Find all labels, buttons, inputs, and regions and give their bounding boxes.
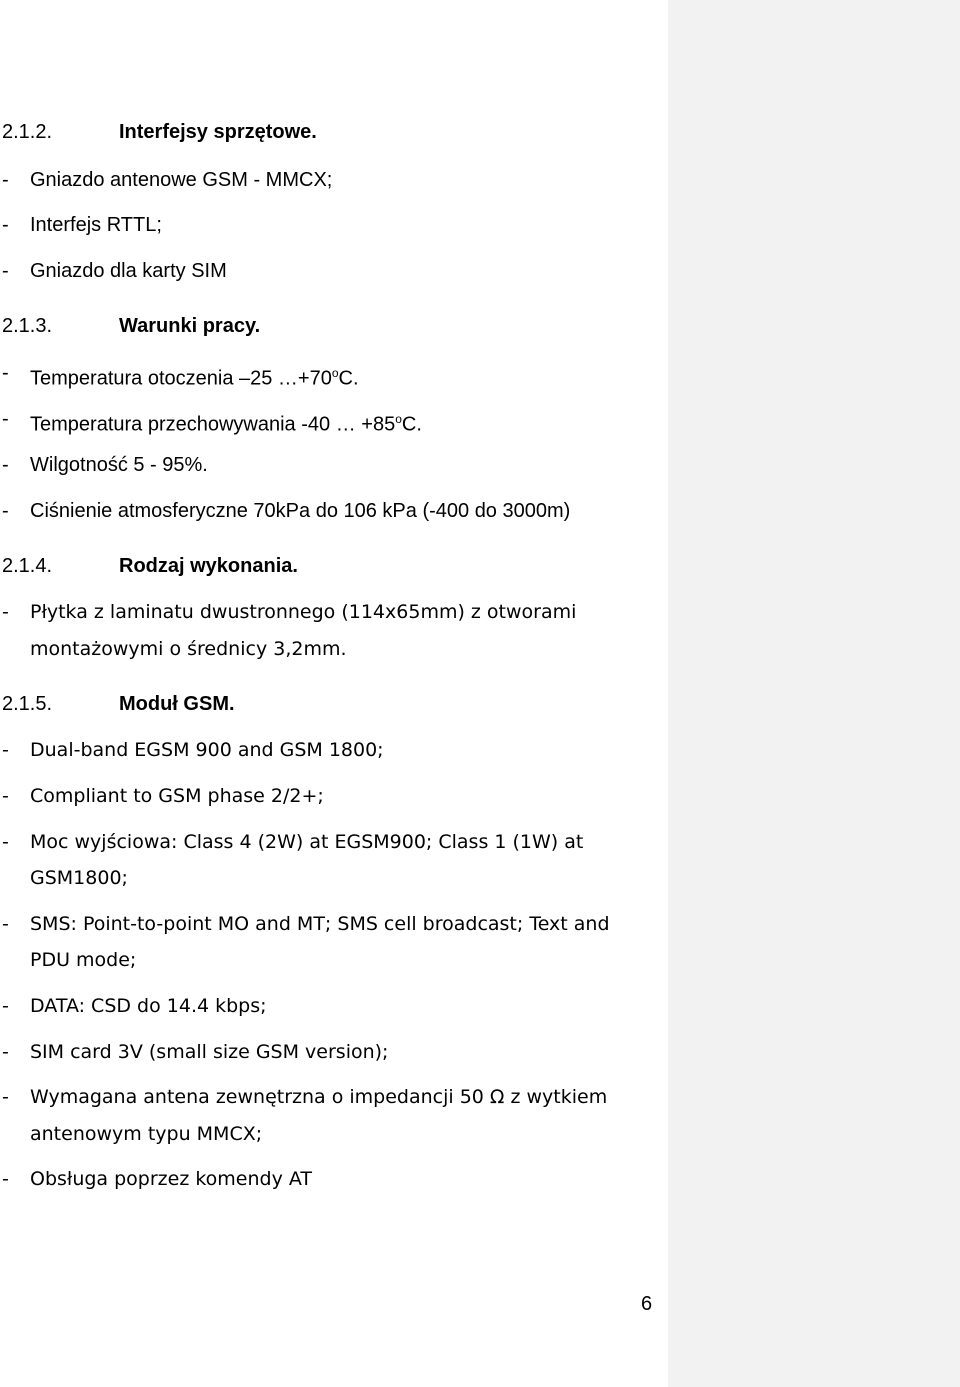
list-item-text: Moc wyjściowa: Class 4 (2W) at EGSM900; Class 1 (1W) at <box>30 831 584 853</box>
list-item-text: Ciśnienie atmosferyczne 70kPa do 106 kPa (-400 do 3000m) <box>30 500 571 522</box>
list-dash: - <box>2 1168 9 1190</box>
list-item-text: Interfejs RTTL; <box>30 214 162 236</box>
section-title: Warunki pracy. <box>119 315 261 337</box>
section-number: 2.1.2. <box>2 121 53 143</box>
list-item-text: GSM1800; <box>30 867 128 889</box>
list-item-text: montażowymi o średnicy 3,2mm. <box>30 638 347 660</box>
list-dash: - <box>2 169 9 191</box>
list-dash: - <box>2 1086 9 1108</box>
list-item-text: DATA: CSD do 14.4 kbps; <box>30 995 267 1017</box>
list-item-text: Gniazdo dla karty SIM <box>30 260 227 282</box>
list-item-text <box>30 407 422 437</box>
page-number: 6 <box>641 1293 653 1315</box>
list-item-text: Compliant to GSM phase 2/2+; <box>30 785 324 807</box>
list-dash: - <box>2 260 9 282</box>
degree-superscript: o <box>395 412 402 426</box>
section-number: 2.1.5. <box>2 693 53 715</box>
list-dash: - <box>2 739 9 761</box>
temperature-range: Temperatura otoczenia –25 …+70 <box>30 367 332 390</box>
list-item-text: SIM card 3V (small size GSM version); <box>30 1041 389 1063</box>
list-dash: - <box>2 785 9 807</box>
list-dash: - <box>2 913 9 935</box>
list-item-text: SMS: Point-to-point MO and MT; SMS cell broadcast; Text and <box>30 913 610 935</box>
list-item-text <box>30 361 359 391</box>
section-number: 2.1.3. <box>2 315 53 337</box>
list-item-text: Gniazdo antenowe GSM - MMCX; <box>30 169 333 191</box>
list-item-text: Dual-band EGSM 900 and GSM 1800; <box>30 739 384 761</box>
list-item-text: PDU mode; <box>30 949 137 971</box>
degree-unit: C. <box>338 367 359 390</box>
list-dash: - <box>2 1041 9 1063</box>
comment-margin-panel <box>668 0 960 1387</box>
list-dash: - <box>2 831 9 853</box>
section-title: Rodzaj wykonania. <box>119 555 298 577</box>
list-dash: - <box>2 454 9 476</box>
list-item-text: Płytka z laminatu dwustronnego (114x65mm) z otworami <box>30 601 577 623</box>
section-title: Interfejsy sprzętowe. <box>119 121 317 143</box>
section-title: Moduł GSM. <box>119 693 235 715</box>
list-item-text: Wilgotność 5 - 95%. <box>30 454 208 476</box>
list-dash: - <box>2 408 9 430</box>
list-dash: - <box>2 601 9 623</box>
list-item-text: Obsługa poprzez komendy AT <box>30 1168 312 1190</box>
list-item-text: antenowym typu MMCX; <box>30 1123 263 1145</box>
list-dash: - <box>2 214 9 236</box>
list-dash: - <box>2 995 9 1017</box>
degree-unit: C. <box>401 413 422 436</box>
list-dash: - <box>2 362 9 384</box>
degree-superscript: o <box>331 366 339 380</box>
list-item-text: Wymagana antena zewnętrzna o impedancji 50 Ω z wytkiem <box>30 1086 608 1108</box>
list-dash: - <box>2 500 9 522</box>
section-number: 2.1.4. <box>2 555 53 577</box>
storage-temperature-range: Temperatura przechowywania -40 … +85 <box>30 413 396 436</box>
